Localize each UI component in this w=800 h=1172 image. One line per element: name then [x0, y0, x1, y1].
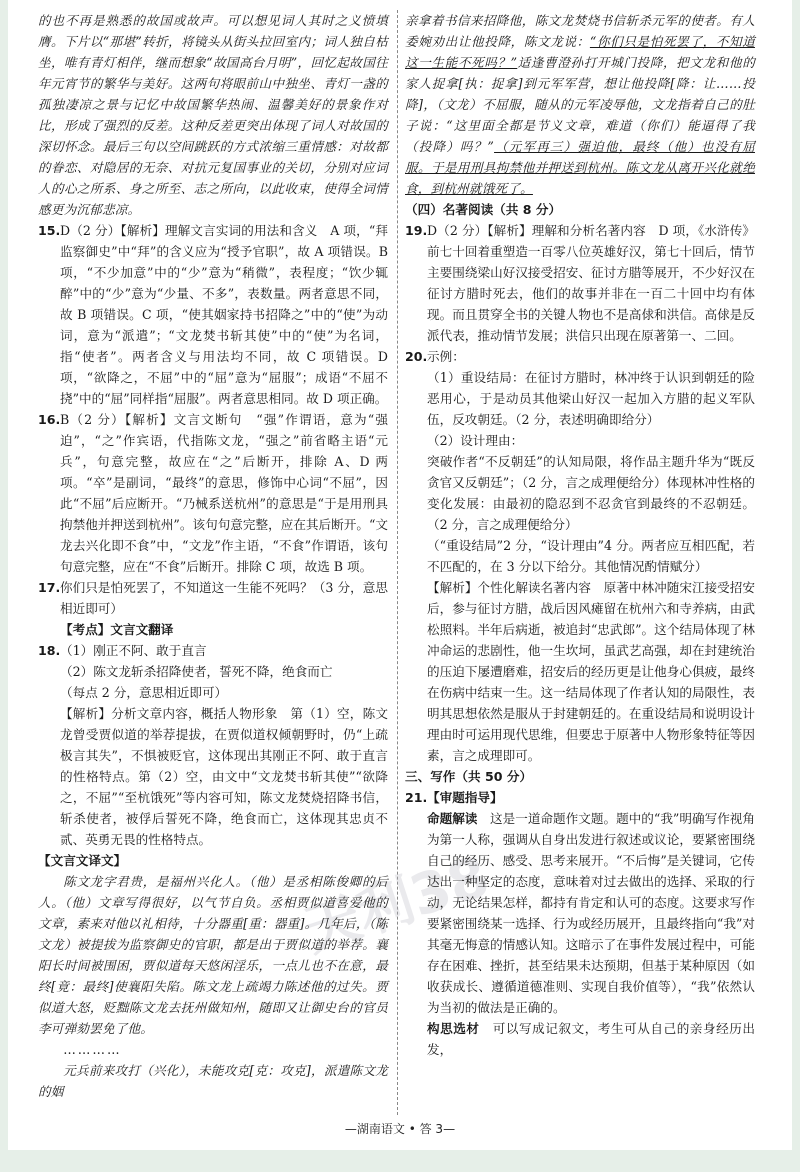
key-sentence: （元军再三）强迫他，最终（他）也没有屈服。于是用刑具拘禁他并押送到杭州。陈文龙从离开兴化就绝食，到杭州就饿死了。: [405, 139, 755, 196]
question-20-scoring: （“重设结局”2 分，“设计理由”4 分。两者应互相匹配，若不匹配的，在 3 分以下给分。其他情况酌情赋分）: [427, 538, 755, 574]
question-20: [405, 346, 755, 766]
question-number: 15.: [38, 223, 61, 238]
exam-point: 【考点】文言文翻译: [60, 622, 174, 637]
column-divider: [397, 10, 398, 1115]
idea-label: 构思选材: [427, 1021, 480, 1036]
watermark-logo: 天利38: [295, 844, 497, 965]
section-heading: （四）名著阅读（共 8 分）: [405, 202, 562, 217]
idea-selection: [427, 1018, 755, 1060]
idea-text: 可以写成记叙文，考生可从自己的亲身经历出发，: [427, 1021, 756, 1057]
translation-part: 适逢曹澄孙打开城门投降，把文龙和他的家人捉拿[执：捉拿]到元军军营，想让他投降[降：让……投降]，（文龙）不屈服，随从的元军凌辱他，文龙指着自己的肚子说：“这里面全都是节义文章，难道（你们）能逼得了我（投降）吗？”: [405, 55, 755, 154]
translation-text: 陈文龙字君贵，是福州兴化人。（他）是丞相陈俊卿的后人。（他）文章写得很好，以气节自负。丞相贾似道喜爱他的文章，素来对他以礼相待，十分器重[重：器重]。几年后，（陈文龙）被提拔为监察御史的官职，都是出于贾似道的举荐。襄阳长时间被围困，贾似道每天悠闲淫乐，一点儿也不在意，最终[竟：最终]使襄阳失陷。陈文龙上疏竭力陈述他的过失。贾似道大怒，贬黜陈文龙去抚州做知州，随即又让御史台的官员李可弹劾罢免了他。: [38, 874, 388, 1036]
question-number: 16.: [38, 412, 61, 427]
question-20-part-3: 突破作者“不反朝廷”的认知局限，将作品主题升华为“既反贪官又反朝廷”；（2 分，言之成理便给分）体现林冲性格的变化发展：由最初的隐忍到不忍贪官到最终的不忍朝廷。（2 分，言之成理便给分）: [427, 454, 755, 532]
topic-interpretation: [427, 808, 755, 1018]
question-17: [38, 577, 388, 640]
question-19: [405, 220, 755, 346]
question-18-analysis: 【解析】分析文章内容，概括人物形象 第（1）空，陈文龙曾受贾似道的举荐提拔，在贾似道权倾朝野时，仍“上疏极言其失”，不惧被贬官，这体现出其刚正不阿、敢于直言的性格特点。第（2）空，由文中“文龙焚书斩其使”“欲降之，不屈”“至杭饿死”等内容可知，陈文龙焚烧招降书信，斩杀使者，被俘后誓死不降，绝食而亡，这体现其忠贞不贰、英勇无畏的性格特点。: [60, 706, 388, 847]
question-number: 19.: [405, 223, 428, 238]
key-sentence: “你们只是怕死罢了，不知道这一生能不死吗？”: [405, 34, 755, 70]
translation-title: 【文言文译文】: [38, 853, 127, 868]
poem-analysis-continuation: 的也不再是熟悉的故国或故声。可以想见词人其时之义愤填膺。下片以“那堪”转折，将镜头从街头拉回室内；词人独自枯坐，唯有青灯相伴，继而想象“故国高台月明”，回忆起故国往年元宵节的繁华与美好。这两句将眼前山中独坐、青灯一盏的孤独凄凉之景与记忆中故国繁华热闹、温馨美好的景象作对比，形成了强烈的反差。这种反差更突出体现了词人对故国的深切怀念。最后三句以空间跳跃的方式浓缩三重情感：对故都的眷恋、对隐居的无奈、对抗元复国事业的关切，分别对应词人的心之所系、身之所至、志之所向，以此收束，使得全词情感更为沉郁悲凉。: [38, 13, 388, 217]
translation-continuation: [405, 10, 755, 199]
topic-label: 命题解读: [427, 811, 478, 826]
question-21: [405, 787, 755, 1060]
question-18-scoring: （每点 2 分，意思相近即可）: [60, 685, 228, 700]
guidance-heading: 【审题指导】: [427, 790, 503, 805]
question-18: [38, 640, 388, 850]
question-number: 21.: [405, 790, 428, 805]
ellipsis: …………: [63, 1042, 122, 1057]
question-20-analysis: 【解析】个性化解读名著内容 原著中林冲随宋江接受招安后，参与征讨方腊，战后因风瘫留在杭州六和寺养病，由武松照料。半年后病逝，被追封“忠武郎”。这个结局体现了林冲命运的悲剧性，他一生坎坷，虽武艺高强，却在封建统治的压迫下屡遭磨难，招安后的经历更是让他身心俱疲，最终在伤病中结束一生。这一结局体现了作者认知的局限性，表明其思想依然是服从于封建朝廷的。在重设结局和说明设计理由时可运用现代思维，但要忠于原著中人物形象特征等因素，言之成理即可。: [427, 580, 755, 763]
topic-text: 这是一道命题作文题。题中的“我”明确写作视角为第一人称，强调从自身出发进行叙述或议论，要紧密围绕自己的经历、感受、思考来展开。“不后悔”是关键词，它传达出一种坚定的态度，意味着对过去做出的选择、采取的行动，无论结果怎样，都持有肯定和认可的态度。这要求写作要紧密围绕某一选择、行为或经历展开，且最终指向“我”对其毫无悔意的情感认知。这暗示了在事件发展过程中，可能存在困难、挫折，甚至结果未达预期，但基于某种原因（如收获成长、遵循道德准则、实现自我价值等），“我”依然认为当初的做法是正确的。: [427, 811, 755, 1015]
question-17-answer: 你们只是怕死罢了，不知道这一生能不死吗？（3 分，意思相近即可）: [60, 580, 388, 616]
question-15-answer: D（2 分）【解析】理解文言实词的用法和含义 A 项，“拜监察御史”中“拜”的含义应为“授予官职”，故 A 项错误。B 项，“不少加意”中的“少”意为“稍微”，表程度；“饮少辄醉”中的“少”意为“少量、不多”，表数量。两者意思不同，故 B 项错误。C 项，“使其姻家持书招降之”中的“使”为动词，意为“派遣”；“文龙焚书斩其使”中的“使”为名词，指“使者”。两者含义与用法均不同，故 C 项错误。D 项，“欲降之，不屈”中的“屈”意为“屈服”；成语“不屈不挠”中的“屈”同样指“屈服”。两者意思相同。故 D 项正确。: [60, 223, 388, 406]
question-number: 18.: [38, 643, 61, 658]
example-label: 示例：: [427, 349, 465, 364]
section-heading: 三、写作（共 50 分）: [405, 769, 533, 784]
right-column: [405, 10, 755, 1060]
left-column: [38, 10, 388, 1102]
question-20-part-2: （2）设计理由：: [427, 433, 524, 448]
question-20-part-1: （1）重设结局：在征讨方腊时，林冲终于认识到朝廷的险恶用心，于是动员其他梁山好汉一起加入方腊的起义军队伍，反攻朝廷。（2 分，表述明确即给分）: [427, 370, 755, 427]
translation-text-2: 元兵前来攻打（兴化），未能攻克[克：攻克]，派遣陈文龙的姻: [38, 1063, 388, 1099]
translation-part: 亲拿着书信来招降他，陈文龙焚烧书信斩杀元军的使者。有人委婉劝出让他投降，陈文龙说：: [405, 13, 755, 49]
question-18-point-1: （1）刚正不阿、敢于直言: [60, 643, 207, 658]
question-15: [38, 220, 388, 409]
question-16-answer: B（2 分）【解析】文言文断句 “强”作谓语，意为“强迫”，“之”作宾语，代指陈文龙，“强之”前省略主语“元兵”，句意完整，故应在“之”后断开，排除 A、D 两项。“卒”是副词，“最终”的意思，修饰中心词“不屈”，因此“不屈”后应断开。“乃械系送杭州”的意思是“于是用刑具拘禁他并押送到杭州”。该句句意完整，应在其后断开。“文龙去兴化即不食”中，“文龙”作主语，“不食”作谓语，该句句意完整，应在“不食”后断开。排除 C 项，故选 B 项。: [60, 412, 388, 574]
question-number: 17.: [38, 580, 61, 595]
question-16: [38, 409, 388, 577]
question-18-point-2: （2）陈文龙斩杀招降使者，誓死不降，绝食而亡: [60, 664, 333, 679]
question-19-answer: D（2 分）【解析】理解和分析名著内容 D 项，《水浒传》前七十回着重塑造一百零八位英雄好汉，第七十回后，情节主要围绕梁山好汉接受招安、征讨方腊等展开，不少好汉在征讨方腊时死去，他们的故事并非在一百二十回中均有体现。而且贯穿全书的关键人物也不是高俅和洪信。高俅是反派代表，推动情节发展；洪信只出现在原著第一、二回。: [427, 223, 755, 343]
question-number: 20.: [405, 349, 428, 364]
page-footer: —湖南语文 • 答 3—: [344, 1122, 456, 1136]
